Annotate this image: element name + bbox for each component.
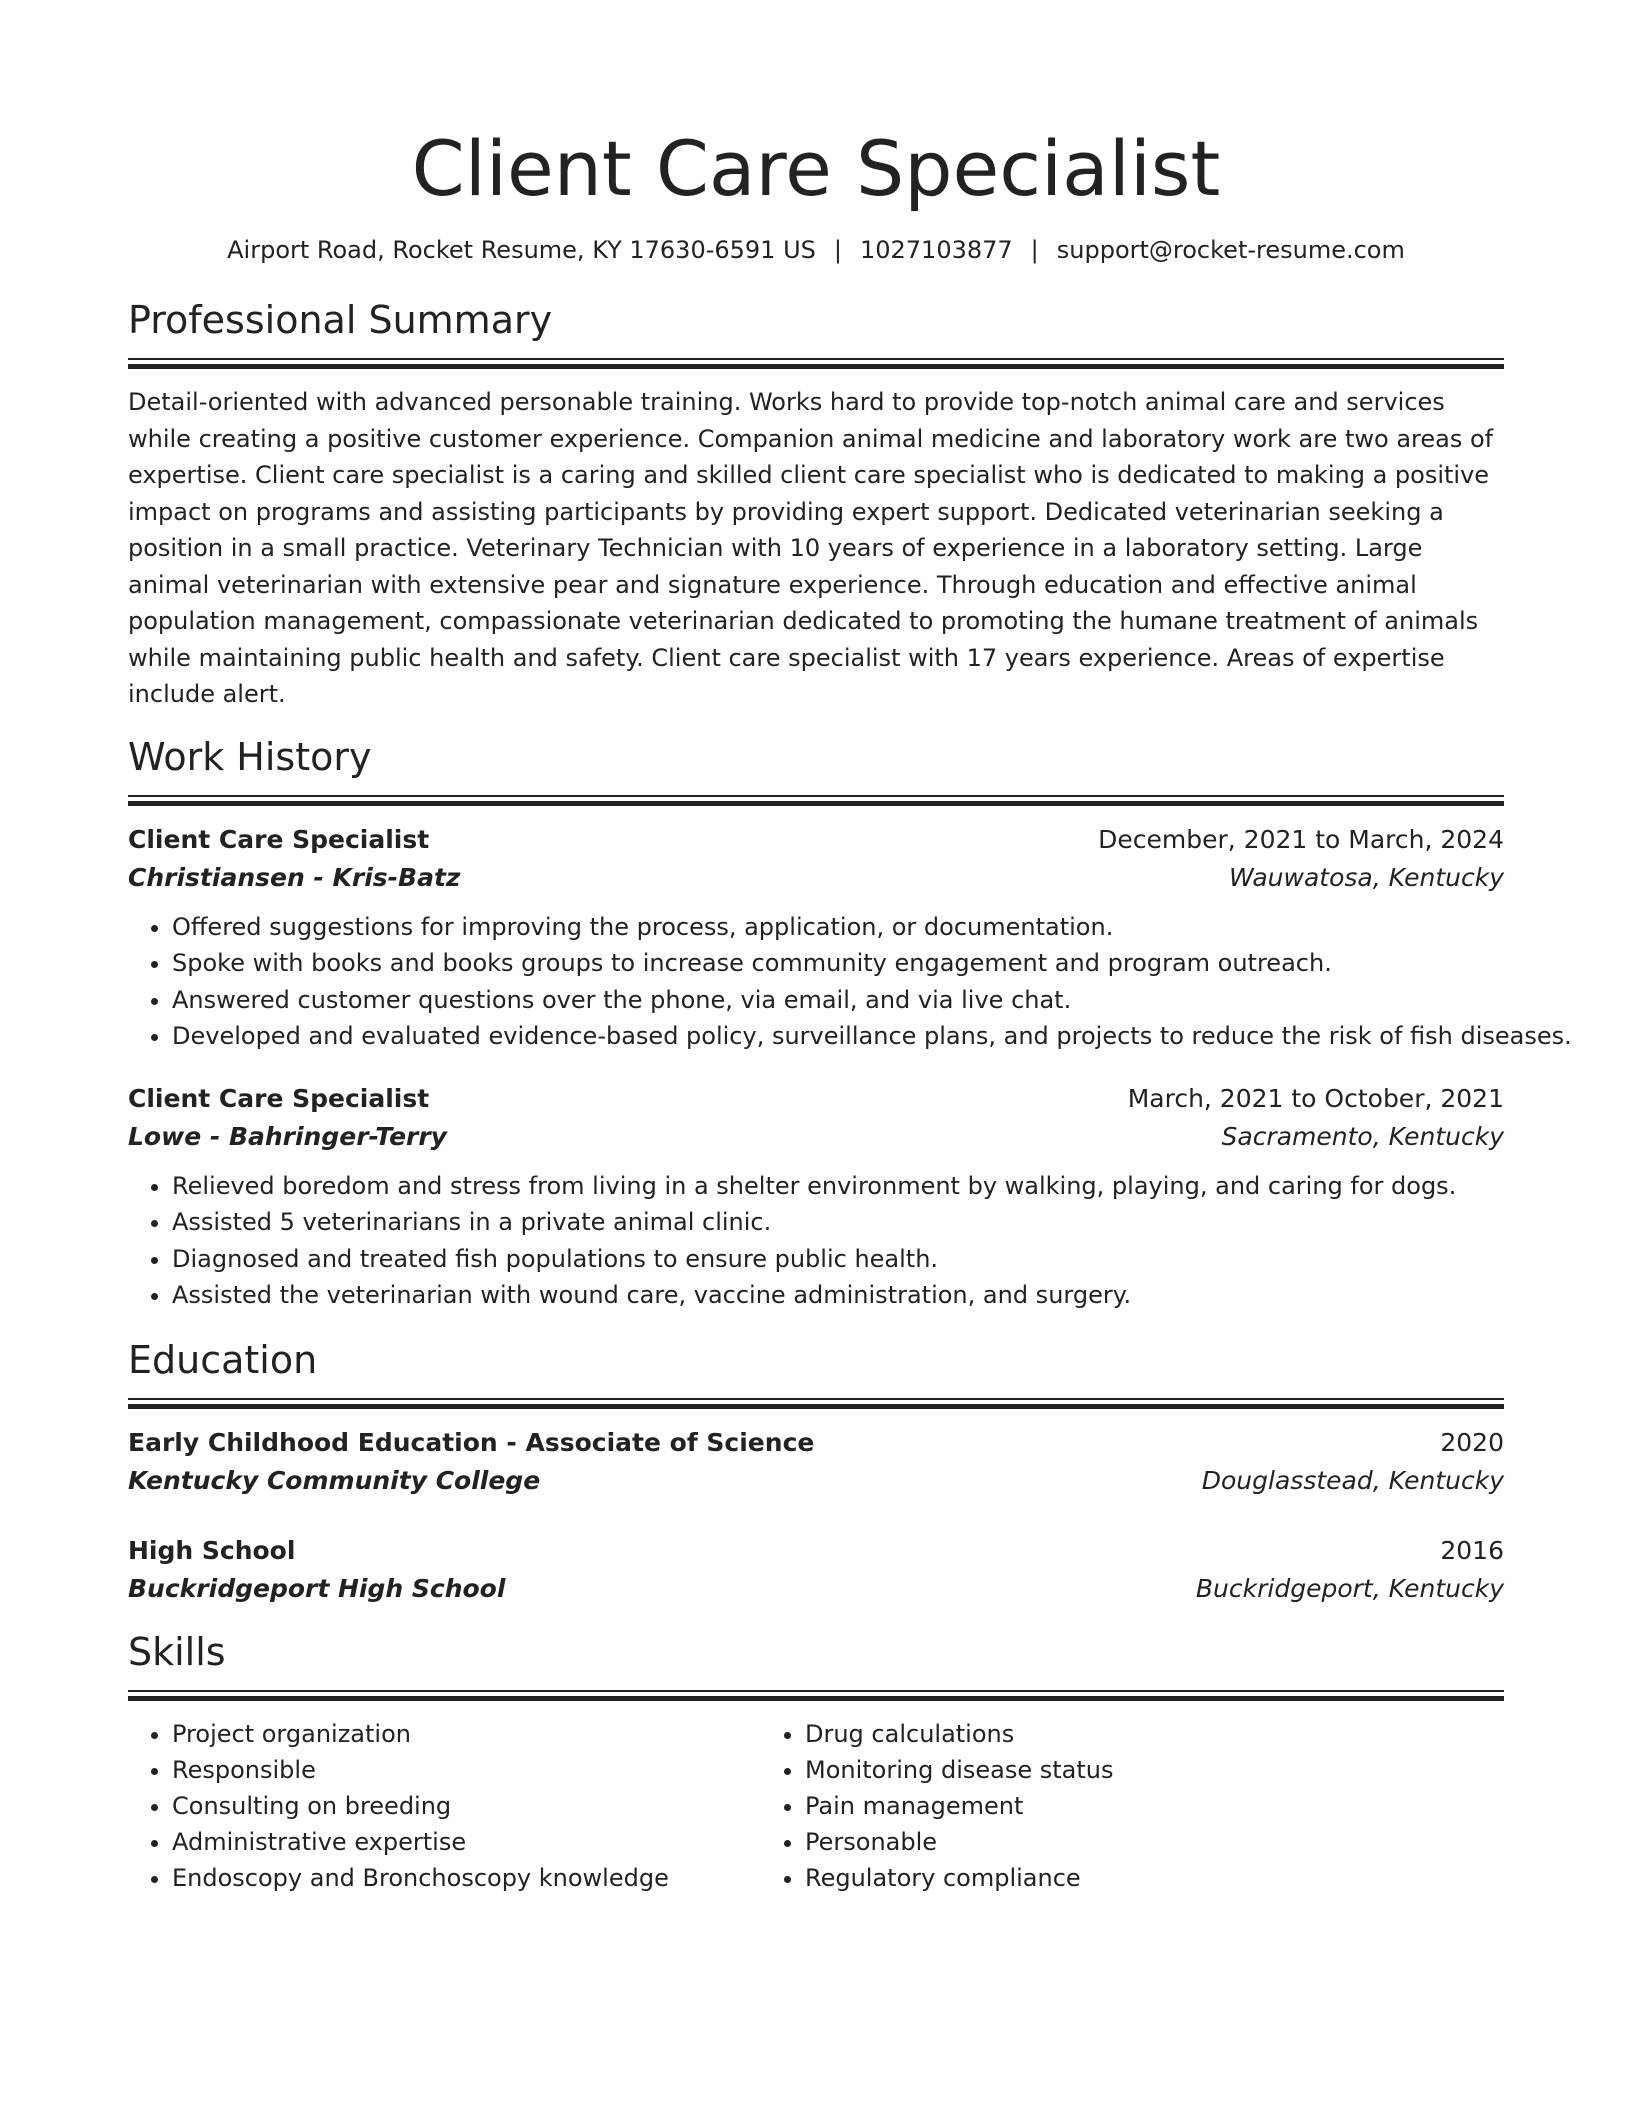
job-company-row xyxy=(128,1118,1504,1156)
education-header-row xyxy=(128,1424,1504,1462)
skill-item: • Responsible xyxy=(172,1752,761,1788)
education-location: Buckridgeport, Kentucky xyxy=(1195,1573,1504,1603)
list-item: • Answered customer questions over the phone, via email, and via live chat. xyxy=(172,982,1504,1019)
skill-item: • Pain management xyxy=(805,1788,1394,1824)
resume-name: Client Care Specialist xyxy=(411,124,1221,213)
contact-email: support@rocket-resume.com xyxy=(1056,236,1405,264)
list-item: • Relieved boredom and stress from living in a shelter environment by walking, playing, and caring for dogs. xyxy=(172,1168,1504,1205)
skill-item: • Endoscopy and Bronchoscopy knowledge xyxy=(172,1860,761,1896)
section-title-summary: Professional Summary xyxy=(128,298,553,342)
skill-item: • Project organization xyxy=(172,1716,761,1752)
job-company-row xyxy=(128,859,1504,897)
list-item: • Diagnosed and treated fish populations to ensure public health. xyxy=(172,1241,1504,1278)
skill-item: • Consulting on breeding xyxy=(172,1788,761,1824)
section-divider xyxy=(128,1398,1504,1408)
job-bullets xyxy=(128,909,1572,1055)
summary-text: Detail-oriented with advanced personable training. Works hard to provide top-notch animal care and services while creating a positive customer experience. Companion animal medicine and laboratory work are two areas of expertise. Client care specialist is a caring and skilled client care specialist who is dedicated to making a positive impact on programs and assisting participants by providing expert support. Dedicated veterinarian seeking a position in a small practice. Veterinary Technician with 10 years of experience in a laboratory setting. Large animal veterinarian with extensive pear and signature experience. Through education and effective animal population management, compassionate veterinarian dedicated to promoting the humane treatment of animals while maintaining public health and safety. Client care specialist with 17 years experience. Areas of expertise include alert. xyxy=(128,388,1494,708)
job-header-row xyxy=(128,1080,1504,1118)
section-title-skills: Skills xyxy=(128,1629,226,1674)
education-entry xyxy=(128,1532,1504,1608)
section-title-work: Work History xyxy=(128,734,372,779)
education-school-row xyxy=(128,1570,1504,1608)
education-degree: High School xyxy=(128,1535,296,1565)
job-dates: December, 2021 to March, 2024 xyxy=(1098,824,1504,854)
skill-item: • Drug calculations xyxy=(805,1716,1394,1752)
contact-phone: 1027103877 xyxy=(859,236,1013,264)
contact-separator: | xyxy=(1030,236,1039,264)
section-title-education: Education xyxy=(128,1337,318,1382)
education-school: Buckridgeport High School xyxy=(128,1573,506,1603)
skills-section xyxy=(128,1628,1504,1896)
job-header-row xyxy=(128,821,1504,859)
job-location: Sacramento, Kentucky xyxy=(1221,1121,1504,1151)
list-item: • Spoke with books and books groups to increase community engagement and program outreach. xyxy=(172,945,1504,982)
education-school-row xyxy=(128,1462,1504,1500)
section-divider xyxy=(128,795,1504,805)
job-bullets xyxy=(128,1168,1504,1314)
list-item: • Offered suggestions for improving the process, application, or documentation. xyxy=(172,909,1504,946)
skill-item: • Administrative expertise xyxy=(172,1824,761,1860)
job-location: Wauwatosa, Kentucky xyxy=(1228,862,1504,892)
education-year: 2016 xyxy=(1440,1535,1504,1565)
skill-item: • Personable xyxy=(805,1824,1394,1860)
job-title: Client Care Specialist xyxy=(128,1083,430,1113)
job-title: Client Care Specialist xyxy=(128,824,430,854)
section-divider xyxy=(128,358,1504,368)
skill-item: • Regulatory compliance xyxy=(805,1860,1394,1896)
list-item: • Developed and evaluated evidence-based policy, surveillance plans, and projects to reduce the risk of fish diseases. xyxy=(172,1018,1504,1055)
skills-column-left xyxy=(128,1716,761,1896)
job-entry xyxy=(128,1080,1504,1314)
skills-grid xyxy=(128,1716,1504,1896)
job-entry xyxy=(128,821,1572,1055)
job-company: Lowe - Bahringer-Terry xyxy=(128,1121,447,1151)
education-year: 2020 xyxy=(1440,1427,1504,1457)
list-item: • Assisted the veterinarian with wound care, vaccine administration, and surgery. xyxy=(172,1277,1504,1314)
education-entry xyxy=(128,1424,1504,1500)
job-dates: March, 2021 to October, 2021 xyxy=(1127,1083,1504,1113)
list-item: • Assisted 5 veterinarians in a private animal clinic. xyxy=(172,1204,1504,1241)
skills-column-right xyxy=(761,1716,1394,1896)
work-section xyxy=(128,733,1572,1314)
education-degree: Early Childhood Education - Associate of Science xyxy=(128,1427,815,1457)
section-divider xyxy=(128,1690,1504,1700)
education-school: Kentucky Community College xyxy=(128,1465,541,1495)
education-location: Douglasstead, Kentucky xyxy=(1201,1465,1504,1495)
contact-address: Airport Road, Rocket Resume, KY 17630-6591 US xyxy=(227,236,816,264)
summary-section xyxy=(128,296,1504,713)
skill-item: • Monitoring disease status xyxy=(805,1752,1394,1788)
education-section xyxy=(128,1336,1504,1608)
contact-line xyxy=(128,234,1504,266)
contact-separator: | xyxy=(833,236,842,264)
job-company: Christiansen - Kris-Batz xyxy=(128,862,461,892)
education-header-row xyxy=(128,1532,1504,1570)
